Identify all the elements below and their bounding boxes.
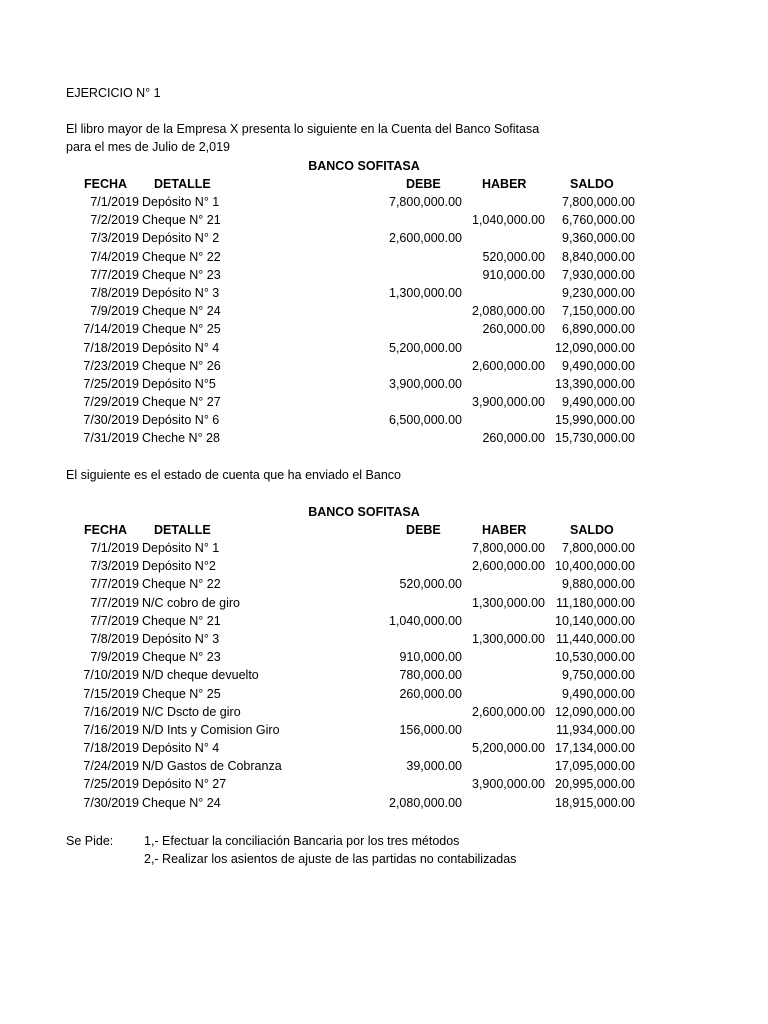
- row-detalle: Depósito N° 3: [142, 631, 220, 646]
- row-saldo: 9,360,000.00: [562, 231, 635, 246]
- row-debe: 6,500,000.00: [389, 413, 462, 428]
- row-saldo: 10,400,000.00: [555, 559, 635, 574]
- row-fecha: 7/30/2019: [83, 413, 139, 428]
- row-detalle: Depósito N° 3: [142, 285, 220, 300]
- row-fecha: 7/29/2019: [83, 395, 139, 410]
- table-row: [0, 320, 768, 338]
- row-saldo: 7,930,000.00: [562, 267, 635, 282]
- row-haber: 1,040,000.00: [472, 213, 545, 228]
- intro-line-1: El libro mayor de la Empresa X presenta lo siguiente en la Cuenta del Banco Sofitasa: [66, 122, 540, 136]
- table1-header-saldo: SALDO: [570, 177, 614, 191]
- row-detalle: Cheche N° 28: [142, 431, 220, 446]
- row-fecha: 7/4/2019: [90, 249, 139, 264]
- table-row: [0, 757, 768, 775]
- table2-header-haber: HABER: [482, 523, 527, 537]
- row-saldo: 10,140,000.00: [555, 613, 635, 628]
- row-fecha: 7/31/2019: [83, 431, 139, 446]
- row-saldo: 9,750,000.00: [562, 668, 635, 683]
- row-detalle: Cheque N° 22: [142, 577, 221, 592]
- row-saldo: 15,730,000.00: [555, 431, 635, 446]
- table2-header-saldo: SALDO: [570, 523, 614, 537]
- table1-header-fecha: FECHA: [84, 177, 128, 191]
- row-detalle: Depósito N° 1: [142, 195, 220, 209]
- row-saldo: 9,490,000.00: [562, 395, 635, 410]
- row-saldo: 6,890,000.00: [562, 322, 635, 337]
- row-debe: 2,600,000.00: [389, 231, 462, 246]
- row-haber: 2,600,000.00: [472, 358, 545, 373]
- table-row: [0, 302, 768, 320]
- row-fecha: 7/9/2019: [90, 304, 139, 319]
- table-row: [0, 557, 768, 575]
- row-haber: 2,600,000.00: [472, 704, 545, 719]
- row-debe: 7,800,000.00: [389, 195, 462, 209]
- row-debe: 1,040,000.00: [389, 613, 462, 628]
- table-row: [0, 539, 768, 557]
- row-haber: 5,200,000.00: [472, 741, 545, 756]
- table-row: [0, 411, 768, 429]
- row-saldo: 7,800,000.00: [562, 195, 635, 209]
- row-detalle: Depósito N° 4: [142, 741, 220, 756]
- row-saldo: 12,090,000.00: [555, 340, 635, 355]
- row-fecha: 7/7/2019: [90, 577, 139, 592]
- table-row: [0, 666, 768, 684]
- row-fecha: 7/7/2019: [90, 613, 139, 628]
- table2-header-debe: DEBE: [406, 523, 441, 537]
- row-haber: 3,900,000.00: [472, 395, 545, 410]
- row-saldo: 7,150,000.00: [562, 304, 635, 319]
- row-haber: 3,900,000.00: [472, 777, 545, 792]
- table-row: [0, 211, 768, 229]
- table-row: [0, 594, 768, 612]
- row-debe: 39,000.00: [406, 759, 462, 774]
- row-haber: 260,000.00: [482, 322, 545, 337]
- row-fecha: 7/7/2019: [90, 267, 139, 282]
- row-saldo: 20,995,000.00: [555, 777, 635, 792]
- table-row: [0, 284, 768, 302]
- row-saldo: 11,180,000.00: [555, 595, 635, 610]
- table-row: [0, 248, 768, 266]
- row-detalle: Cheque N° 26: [142, 358, 221, 373]
- se-pide-item-2: 2,- Realizar los asientos de ajuste de las partidas no contabilizadas: [144, 852, 517, 866]
- table-row: [0, 739, 768, 757]
- row-fecha: 7/25/2019: [83, 777, 139, 792]
- row-fecha: 7/8/2019: [90, 631, 139, 646]
- row-debe: 5,200,000.00: [389, 340, 462, 355]
- row-detalle: Cheque N° 27: [142, 395, 221, 410]
- row-saldo: 12,090,000.00: [555, 704, 635, 719]
- row-haber: 1,300,000.00: [472, 595, 545, 610]
- row-fecha: 7/24/2019: [83, 759, 139, 774]
- row-debe: 2,080,000.00: [389, 795, 462, 810]
- row-haber: 520,000.00: [482, 249, 545, 264]
- exercise-heading: EJERCICIO N° 1: [66, 86, 161, 100]
- row-haber: 2,600,000.00: [472, 559, 545, 574]
- ledger-table: [0, 193, 768, 448]
- row-haber: 910,000.00: [482, 267, 545, 282]
- statement-intro: El siguiente es el estado de cuenta que ha enviado el Banco: [66, 468, 401, 482]
- row-fecha: 7/1/2019: [90, 541, 139, 555]
- row-saldo: 17,134,000.00: [555, 741, 635, 756]
- row-fecha: 7/23/2019: [83, 358, 139, 373]
- table-row: [0, 429, 768, 447]
- table-row: [0, 612, 768, 630]
- row-fecha: 7/3/2019: [90, 559, 139, 574]
- table-row: [0, 393, 768, 411]
- row-detalle: Cheque N° 23: [142, 650, 221, 665]
- row-detalle: Depósito N° 2: [142, 231, 220, 246]
- row-fecha: 7/10/2019: [83, 668, 139, 683]
- row-detalle: Cheque N° 21: [142, 213, 221, 228]
- table-row: [0, 339, 768, 357]
- row-fecha: 7/30/2019: [83, 795, 139, 810]
- row-fecha: 7/7/2019: [90, 595, 139, 610]
- row-debe: 1,300,000.00: [389, 285, 462, 300]
- row-fecha: 7/8/2019: [90, 285, 139, 300]
- se-pide-item-1: 1,- Efectuar la conciliación Bancaria por los tres métodos: [144, 834, 460, 848]
- table1-header-debe: DEBE: [406, 177, 441, 191]
- row-detalle: N/C cobro de giro: [142, 595, 240, 610]
- table-row: [0, 703, 768, 721]
- table-row: [0, 630, 768, 648]
- table2-header-detalle: DETALLE: [154, 523, 211, 537]
- table-row: [0, 721, 768, 739]
- row-saldo: 13,390,000.00: [555, 376, 635, 391]
- row-detalle: Cheque N° 25: [142, 322, 221, 337]
- table1-title: BANCO SOFITASA: [308, 159, 420, 173]
- row-haber: 2,080,000.00: [472, 304, 545, 319]
- table-row: [0, 575, 768, 593]
- table-row: [0, 266, 768, 284]
- row-debe: 520,000.00: [399, 577, 462, 592]
- table1-header-detalle: DETALLE: [154, 177, 211, 191]
- row-fecha: 7/1/2019: [90, 195, 139, 209]
- row-fecha: 7/25/2019: [83, 376, 139, 391]
- row-haber: 260,000.00: [482, 431, 545, 446]
- row-detalle: Cheque N° 22: [142, 249, 221, 264]
- row-detalle: Depósito N° 1: [142, 541, 220, 555]
- row-saldo: 17,095,000.00: [555, 759, 635, 774]
- row-debe: 156,000.00: [399, 722, 462, 737]
- table-row: [0, 648, 768, 666]
- table-row: [0, 229, 768, 247]
- row-fecha: 7/15/2019: [83, 686, 139, 701]
- row-saldo: 9,230,000.00: [562, 285, 635, 300]
- row-saldo: 10,530,000.00: [555, 650, 635, 665]
- row-debe: 780,000.00: [399, 668, 462, 683]
- row-detalle: N/D cheque devuelto: [142, 668, 259, 683]
- row-saldo: 18,915,000.00: [555, 795, 635, 810]
- row-saldo: 8,840,000.00: [562, 249, 635, 264]
- row-saldo: 9,880,000.00: [562, 577, 635, 592]
- row-detalle: Cheque N° 25: [142, 686, 221, 701]
- row-haber: 7,800,000.00: [472, 541, 545, 555]
- row-saldo: 6,760,000.00: [562, 213, 635, 228]
- row-detalle: Cheque N° 21: [142, 613, 221, 628]
- row-detalle: N/C Dscto de giro: [142, 704, 241, 719]
- row-detalle: Depósito N°2: [142, 559, 216, 574]
- table2-title: BANCO SOFITASA: [308, 505, 420, 519]
- row-fecha: 7/3/2019: [90, 231, 139, 246]
- row-fecha: 7/18/2019: [83, 340, 139, 355]
- row-fecha: 7/2/2019: [90, 213, 139, 228]
- row-saldo: 9,490,000.00: [562, 358, 635, 373]
- bank-statement-table: [0, 539, 768, 812]
- row-debe: 910,000.00: [399, 650, 462, 665]
- row-detalle: Depósito N°5: [142, 376, 216, 391]
- row-detalle: Depósito N° 6: [142, 413, 220, 428]
- table-row: [0, 775, 768, 793]
- row-detalle: N/D Gastos de Cobranza: [142, 759, 282, 774]
- row-detalle: Depósito N° 27: [142, 777, 227, 792]
- table-row: [0, 193, 768, 211]
- table-row: [0, 685, 768, 703]
- row-fecha: 7/18/2019: [83, 741, 139, 756]
- table1-header-haber: HABER: [482, 177, 527, 191]
- row-detalle: Cheque N° 23: [142, 267, 221, 282]
- intro-line-2: para el mes de Julio de 2,019: [66, 140, 230, 154]
- row-haber: 1,300,000.00: [472, 631, 545, 646]
- row-fecha: 7/9/2019: [90, 650, 139, 665]
- row-detalle: Cheque N° 24: [142, 795, 221, 810]
- row-saldo: 11,440,000.00: [555, 631, 635, 646]
- row-debe: 260,000.00: [399, 686, 462, 701]
- row-detalle: Cheque N° 24: [142, 304, 221, 319]
- table-row: [0, 375, 768, 393]
- row-saldo: 7,800,000.00: [562, 541, 635, 555]
- row-saldo: 11,934,000.00: [555, 722, 635, 737]
- se-pide-label: Se Pide:: [66, 834, 114, 848]
- row-detalle: N/D Ints y Comision Giro: [142, 722, 280, 737]
- row-fecha: 7/16/2019: [83, 722, 139, 737]
- row-saldo: 15,990,000.00: [555, 413, 635, 428]
- table-row: [0, 357, 768, 375]
- table-row: [0, 794, 768, 812]
- row-fecha: 7/14/2019: [83, 322, 139, 337]
- row-saldo: 9,490,000.00: [562, 686, 635, 701]
- table2-header-fecha: FECHA: [84, 523, 128, 537]
- row-detalle: Depósito N° 4: [142, 340, 220, 355]
- row-debe: 3,900,000.00: [389, 376, 462, 391]
- row-fecha: 7/16/2019: [83, 704, 139, 719]
